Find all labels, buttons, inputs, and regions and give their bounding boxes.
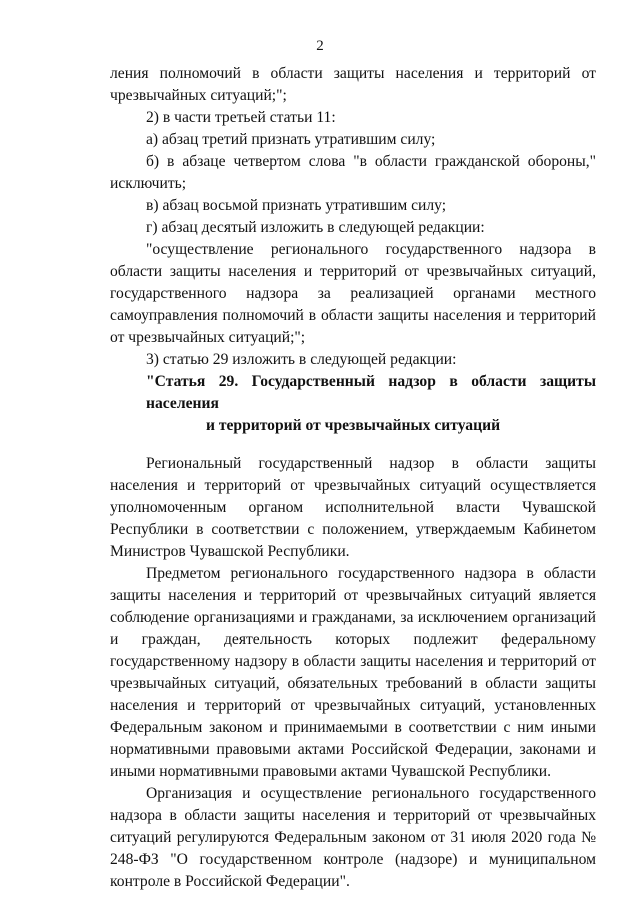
paragraph-item-2: 2) в части третьей статьи 11: <box>146 109 336 126</box>
paragraph-quoted-text: "осуществление регионального государственного надзора в области защиты населения и территорий от чрезвычайных ситуаций, государственного надзора за реализацией органами местного самоуправления полномочий в области защиты населения и территорий от чрезвычайных ситуаций;"; <box>110 241 596 346</box>
article-paragraph-3: Организация и осуществление регионального государственного надзора в области защиты населения и территорий от чрезвычайных ситуаций регулируются Федеральным законом от 31 июля 2020 года № 248-ФЗ "О государственном контроле (надзоре) и муниципальном контроле в Российской Федерации". <box>110 785 596 890</box>
article-paragraph-1: Региональный государственный надзор в области защиты населения и территорий от чрезвычайных ситуаций осуществляется уполномоченным органом исполнительной власти Чувашской Республики в соответствии с положением, утверждаемым Кабинетом Министров Чувашской Республики. <box>110 455 596 560</box>
paragraph-item-3: 3) статью 29 изложить в следующей редакции: <box>146 351 457 368</box>
page-number: 2 <box>316 38 324 54</box>
document-body <box>110 63 596 893</box>
paragraph-subitem-b: б) в абзаце четвертом слова "в области гражданской обороны," исключить; <box>110 153 596 192</box>
spacer <box>110 437 596 453</box>
paragraph-continuation: ления полномочий в области защиты населения и территорий от чрезвычайных ситуаций;"; <box>110 65 596 104</box>
article-heading <box>110 371 596 437</box>
paragraph-subitem-g: г) абзац десятый изложить в следующей редакции: <box>146 219 485 236</box>
paragraph-subitem-v: в) абзац восьмой признать утратившим силу; <box>146 197 447 214</box>
article-heading-line-2: и территорий от чрезвычайных ситуаций <box>205 417 501 434</box>
paragraph-subitem-a: а) абзац третий признать утратившим силу; <box>146 131 436 148</box>
article-paragraph-2: Предметом регионального государственного надзора в области защиты населения и территорий от чрезвычайных ситуаций является соблюдение организациями и гражданами, за исключением организаций и граждан, деятельность которых подлежит федеральному государственному надзору в области защиты населения и территорий от чрезвычайных ситуаций, обязательных требований в области защиты населения и территорий от чрезвычайных ситуаций, установленных Федеральным законом и принимаемыми в соответствии с ним иными нормативными правовыми актами Российской Федерации, законами и иными нормативными правовыми актами Чувашской Республики. <box>110 565 596 780</box>
article-heading-line-1: "Статья 29. Государственный надзор в области защиты населения <box>146 373 596 412</box>
